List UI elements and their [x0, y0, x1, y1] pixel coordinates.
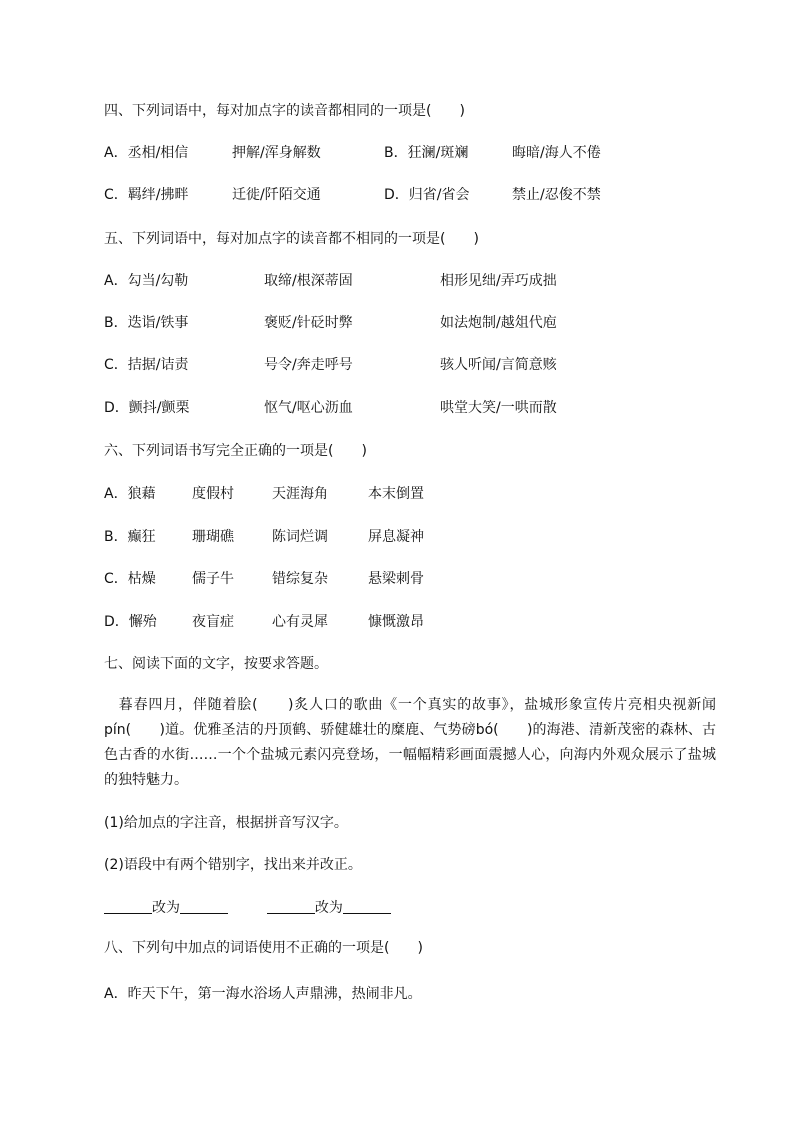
q5-b-1: B．迭诣/铁事 [104, 315, 189, 331]
q5-title: 五、下列词语中，每对加点字的读音都不相同的一项是( ) [104, 231, 479, 247]
q5-d-3: 哄堂大笑/一哄而散 [440, 400, 557, 416]
q7-sub2: (2)语段中有两个错别字，找出来并改正。 [104, 857, 362, 873]
q6-d-2: 夜盲症 [192, 614, 234, 630]
q6-a-3: 天涯海角 [272, 486, 328, 502]
change-label-2: 改为 [314, 900, 343, 916]
q6-d-4: 慷慨激昂 [368, 614, 424, 630]
answer-blank-2[interactable] [180, 899, 228, 914]
change-label-1: 改为 [152, 900, 180, 916]
q6-b-1: B．癫狂 [104, 529, 156, 545]
q4-option-c-1: C．羁绊/拂畔 [104, 187, 189, 203]
q6-b-2: 珊瑚礁 [192, 529, 234, 545]
answer-blank-1[interactable] [104, 899, 152, 914]
q4-option-b-2: 晦暗/海人不倦 [512, 145, 601, 161]
q6-b-3: 陈词烂调 [272, 529, 328, 545]
q6-b-4: 屏息凝神 [368, 529, 424, 545]
q5-a-1: A．勾当/勾勒 [104, 273, 189, 289]
q6-c-4: 悬梁刺骨 [368, 571, 424, 587]
q5-c-3: 骇人听闻/言简意赅 [440, 357, 557, 373]
answer-blank-3[interactable] [267, 899, 315, 914]
q7-passage: 暮春四月，伴随着脍( )炙人口的歌曲《一个真实的故事》，盐城形象宣传片亮相央视新闻pín( )道。优雅圣洁的丹顶鹤、骄健雄壮的糜鹿、气势磅bó( )的海港、清新茂密的森林、古色古香的水街……一个个盐城元素闪亮登场，一幅幅精彩画面震撼人心，向海内外观众展示了盐城的独特魅力。 [104, 697, 716, 788]
q4-option-d-1: D．归省/省会 [384, 187, 470, 203]
q6-c-1: C．枯燥 [104, 571, 156, 587]
q8-title: 八、下列句中加点的词语使用不正确的一项是( ) [104, 940, 423, 956]
q6-d-3: 心有灵犀 [272, 614, 328, 630]
q6-a-2: 度假村 [192, 486, 234, 502]
q4-option-a-1: A．丞相/相信 [104, 145, 189, 161]
q8-option-a: A．昨天下午，第一海水浴场人声鼎沸，热闹非凡。 [104, 986, 422, 1002]
q5-b-2: 褒贬/针砭时弊 [264, 315, 353, 331]
q6-a-1: A．狼藉 [104, 486, 156, 502]
q5-b-3: 如法炮制/越俎代庖 [440, 315, 557, 331]
q6-c-2: 儒子牛 [192, 571, 234, 587]
q5-a-2: 取缔/根深蒂固 [264, 273, 353, 289]
q6-title: 六、下列词语书写完全正确的一项是( ) [104, 443, 367, 459]
q5-d-1: D．颤抖/颤栗 [104, 400, 190, 416]
q4-option-b-1: B．狂澜/斑斓 [384, 145, 469, 161]
q5-c-1: C．拮据/诘责 [104, 357, 189, 373]
q5-a-3: 相形见绌/弄巧成拙 [440, 273, 557, 289]
q4-option-c-2: 迁徙/阡陌交通 [232, 187, 321, 203]
q4-option-a-2: 押解/浑身解数 [232, 145, 321, 161]
q4-option-d-2: 禁止/忍俊不禁 [512, 187, 601, 203]
q5-c-2: 号令/奔走呼号 [264, 357, 353, 373]
q4-title: 四、下列词语中，每对加点字的读音都相同的一项是( ) [104, 103, 465, 119]
q5-d-2: 怄气/呕心沥血 [264, 400, 353, 416]
q7-answer-line [104, 897, 391, 917]
q6-c-3: 错综复杂 [272, 571, 328, 587]
answer-blank-4[interactable] [343, 899, 391, 914]
q7-sub1: (1)给加点的字注音，根据拼音写汉字。 [104, 815, 348, 831]
q6-d-1: D．懈殆 [104, 614, 157, 630]
q6-a-4: 本末倒置 [368, 486, 424, 502]
q7-title: 七、阅读下面的文字，按要求答题。 [104, 656, 328, 672]
